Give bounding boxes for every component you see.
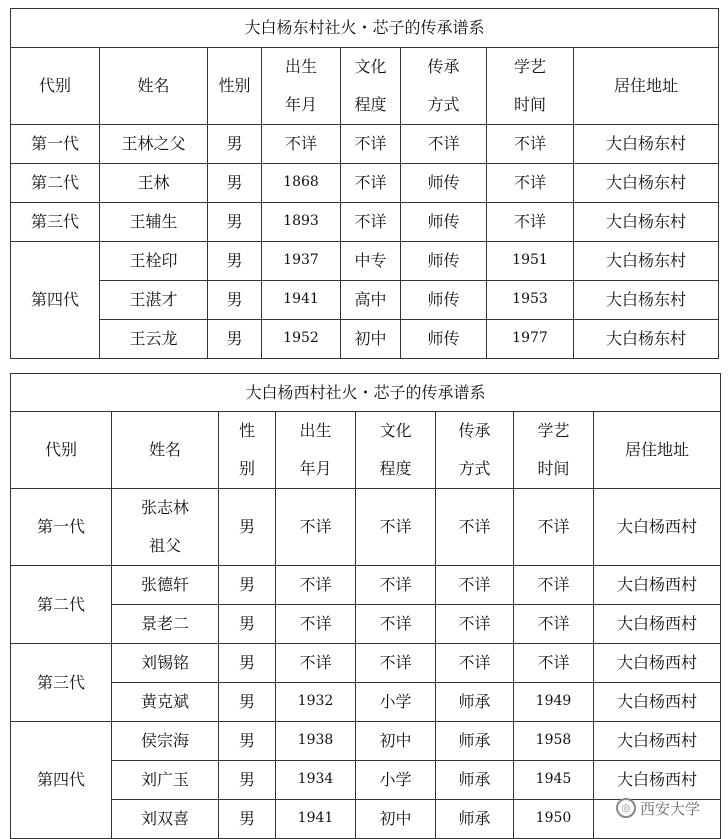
cell-education: 不详 xyxy=(341,125,401,164)
cell-name: 刘双喜 xyxy=(112,800,219,839)
table-row xyxy=(11,644,721,683)
cell-education: 不详 xyxy=(356,489,436,566)
cell-gender: 男 xyxy=(219,683,276,722)
cell-method: 不详 xyxy=(436,566,514,605)
header-gender: 性 别 xyxy=(219,412,276,489)
cell-education: 小学 xyxy=(356,761,436,800)
cell-method: 不详 xyxy=(436,644,514,683)
header-education: 文化 程度 xyxy=(356,412,436,489)
cell-method: 不详 xyxy=(436,489,514,566)
header-learn-time: 学艺 时间 xyxy=(487,48,574,125)
cell-learn-time: 不详 xyxy=(514,644,594,683)
cell-birth: 1868 xyxy=(262,164,341,203)
west-village-lineage-table xyxy=(10,373,721,839)
cell-education: 初中 xyxy=(356,800,436,839)
cell-name: 景老二 xyxy=(112,605,219,644)
cell-education: 初中 xyxy=(356,722,436,761)
cell-birth: 1952 xyxy=(262,320,341,359)
cell-address: 大白杨东村 xyxy=(574,281,719,320)
table-row xyxy=(11,164,719,203)
cell-birth: 1938 xyxy=(276,722,356,761)
cell-birth: 不详 xyxy=(276,644,356,683)
cell-method: 师传 xyxy=(401,320,487,359)
table-row xyxy=(11,489,721,566)
cell-gender: 男 xyxy=(219,644,276,683)
cell-name: 黄克斌 xyxy=(112,683,219,722)
cell-name: 王林之父 xyxy=(100,125,208,164)
cell-address: 大白杨西村 xyxy=(594,566,721,605)
table-row xyxy=(11,722,721,761)
table-title: 大白杨东村社火・芯子的传承谱系 xyxy=(11,9,719,48)
cell-generation: 第三代 xyxy=(11,203,100,242)
wechat-icon: ◎ xyxy=(616,798,636,818)
cell-name: 王湛才 xyxy=(100,281,208,320)
header-row xyxy=(11,48,719,125)
header-method: 传承 方式 xyxy=(401,48,487,125)
cell-learn-time: 不详 xyxy=(514,489,594,566)
cell-name: 王林 xyxy=(100,164,208,203)
cell-method: 师承 xyxy=(436,722,514,761)
cell-address: 大白杨西村 xyxy=(594,722,721,761)
cell-education: 小学 xyxy=(356,683,436,722)
cell-education: 不详 xyxy=(356,605,436,644)
cell-birth: 不详 xyxy=(262,125,341,164)
cell-learn-time: 不详 xyxy=(487,164,574,203)
header-method: 传承 方式 xyxy=(436,412,514,489)
header-name: 姓名 xyxy=(100,48,208,125)
cell-generation: 第二代 xyxy=(11,164,100,203)
cell-address: 大白杨西村 xyxy=(594,644,721,683)
cell-generation: 第一代 xyxy=(11,489,112,566)
header-row xyxy=(11,412,721,489)
cell-birth: 1893 xyxy=(262,203,341,242)
table-row xyxy=(11,203,719,242)
cell-name: 王云龙 xyxy=(100,320,208,359)
cell-address: 大白杨西村 xyxy=(594,683,721,722)
cell-birth: 不详 xyxy=(276,605,356,644)
cell-learn-time: 不详 xyxy=(514,605,594,644)
cell-name: 侯宗海 xyxy=(112,722,219,761)
cell-address: 大白杨西村 xyxy=(594,761,721,800)
cell-address: 大白杨东村 xyxy=(574,203,719,242)
cell-learn-time: 不详 xyxy=(514,566,594,605)
cell-education: 不详 xyxy=(356,566,436,605)
cell-method: 师承 xyxy=(436,800,514,839)
cell-learn-time: 1945 xyxy=(514,761,594,800)
cell-birth: 不详 xyxy=(276,566,356,605)
cell-generation: 第二代 xyxy=(11,566,112,644)
table-row xyxy=(11,800,721,839)
cell-method: 师传 xyxy=(401,203,487,242)
cell-birth: 1937 xyxy=(262,242,341,281)
header-generation: 代别 xyxy=(11,48,100,125)
cell-gender: 男 xyxy=(219,566,276,605)
cell-education: 初中 xyxy=(341,320,401,359)
cell-learn-time: 1950 xyxy=(514,800,594,839)
cell-gender: 男 xyxy=(219,800,276,839)
cell-learn-time: 1951 xyxy=(487,242,574,281)
cell-generation: 第四代 xyxy=(11,722,112,839)
cell-gender: 男 xyxy=(208,125,262,164)
cell-education: 高中 xyxy=(341,281,401,320)
cell-address: 大白杨西村 xyxy=(594,605,721,644)
header-address: 居住地址 xyxy=(574,48,719,125)
cell-generation: 第四代 xyxy=(11,242,100,359)
header-education: 文化 程度 xyxy=(341,48,401,125)
cell-method: 不详 xyxy=(401,125,487,164)
cell-learn-time: 1958 xyxy=(514,722,594,761)
east-village-lineage-table xyxy=(10,8,719,359)
header-generation: 代别 xyxy=(11,412,112,489)
cell-education: 不详 xyxy=(356,644,436,683)
cell-birth: 不详 xyxy=(276,489,356,566)
cell-name: 刘锡铭 xyxy=(112,644,219,683)
cell-education: 不详 xyxy=(341,203,401,242)
cell-generation: 第三代 xyxy=(11,644,112,722)
table-title: 大白杨西村社火・芯子的传承谱系 xyxy=(11,374,721,412)
header-birth: 出生 年月 xyxy=(276,412,356,489)
cell-learn-time: 不详 xyxy=(487,203,574,242)
cell-learn-time: 不详 xyxy=(487,125,574,164)
cell-generation: 第一代 xyxy=(11,125,100,164)
cell-method: 师承 xyxy=(436,761,514,800)
cell-name: 张德轩 xyxy=(112,566,219,605)
watermark-text: 西安大学 xyxy=(640,799,701,818)
cell-name: 王栓印 xyxy=(100,242,208,281)
cell-name: 刘广玉 xyxy=(112,761,219,800)
header-learn-time: 学艺 时间 xyxy=(514,412,594,489)
table-row xyxy=(11,320,719,359)
header-gender: 性别 xyxy=(208,48,262,125)
cell-birth: 1932 xyxy=(276,683,356,722)
cell-birth: 1941 xyxy=(276,800,356,839)
header-birth: 出生 年月 xyxy=(262,48,341,125)
cell-gender: 男 xyxy=(208,164,262,203)
cell-name: 王辅生 xyxy=(100,203,208,242)
cell-learn-time: 1953 xyxy=(487,281,574,320)
table-row xyxy=(11,683,721,722)
table-row xyxy=(11,281,719,320)
cell-address: 大白杨东村 xyxy=(574,242,719,281)
cell-method: 师传 xyxy=(401,164,487,203)
table-row xyxy=(11,242,719,281)
cell-method: 师传 xyxy=(401,242,487,281)
cell-education: 不详 xyxy=(341,164,401,203)
table-row xyxy=(11,125,719,164)
cell-gender: 男 xyxy=(208,281,262,320)
cell-address: 大白杨东村 xyxy=(574,164,719,203)
cell-learn-time: 1949 xyxy=(514,683,594,722)
cell-birth: 1941 xyxy=(262,281,341,320)
header-address: 居住地址 xyxy=(594,412,721,489)
cell-gender: 男 xyxy=(219,761,276,800)
table-row xyxy=(11,761,721,800)
table-row xyxy=(11,605,721,644)
cell-method: 师传 xyxy=(401,281,487,320)
cell-education: 中专 xyxy=(341,242,401,281)
header-name: 姓名 xyxy=(112,412,219,489)
cell-address: 大白杨东村 xyxy=(574,125,719,164)
cell-gender: 男 xyxy=(219,489,276,566)
cell-address: 大白杨西村 xyxy=(594,489,721,566)
cell-gender: 男 xyxy=(219,722,276,761)
watermark xyxy=(616,796,726,820)
cell-method: 师承 xyxy=(436,683,514,722)
cell-birth: 1934 xyxy=(276,761,356,800)
table-row xyxy=(11,566,721,605)
cell-learn-time: 1977 xyxy=(487,320,574,359)
cell-gender: 男 xyxy=(219,605,276,644)
cell-gender: 男 xyxy=(208,320,262,359)
cell-gender: 男 xyxy=(208,242,262,281)
cell-method: 不详 xyxy=(436,605,514,644)
cell-name: 张志林 祖父 xyxy=(112,489,219,566)
cell-gender: 男 xyxy=(208,203,262,242)
cell-address: 大白杨东村 xyxy=(574,320,719,359)
